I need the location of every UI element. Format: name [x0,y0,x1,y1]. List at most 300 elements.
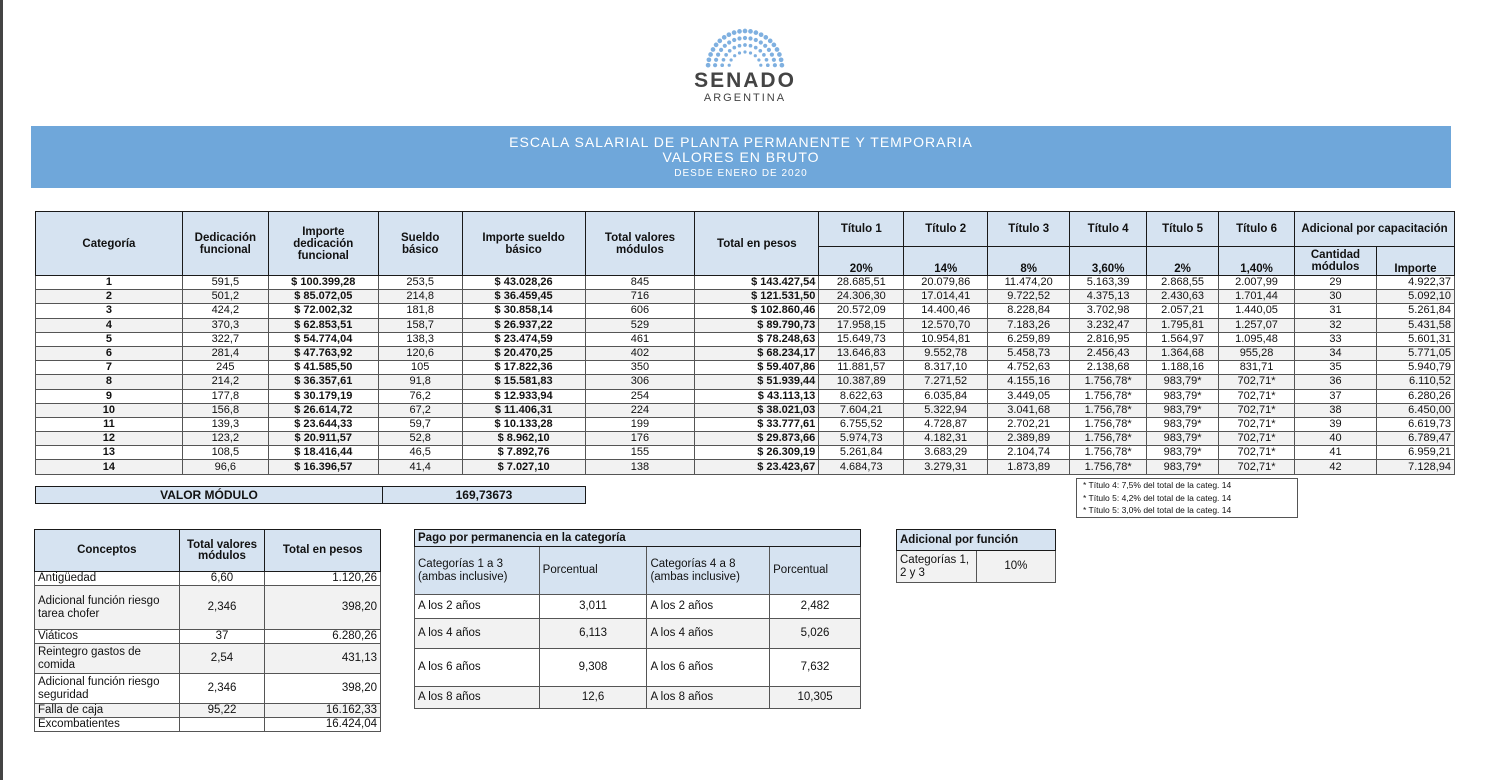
table-cell: 983,79* [1147,389,1219,403]
table-cell: $ 16.396,57 [268,460,378,474]
table-cell: 845 [585,276,695,290]
table-cell: 33 [1295,332,1377,346]
table-cell: $ 143.427,54 [695,276,819,290]
table-cell: 2,54 [179,644,265,674]
header-adicional-capacitacion: Adicional por capacitación [1295,212,1455,247]
table-cell: 41 [1295,446,1377,460]
table-row [36,375,1455,389]
logo-dot [748,29,753,34]
logo-dot [738,44,742,48]
table-cell: 120,6 [378,346,462,360]
table-cell: 20.079,86 [904,276,988,290]
table-cell: 16.162,33 [265,704,381,718]
table-cell: 3.041,68 [988,403,1070,417]
table-cell: 2.389,89 [988,432,1070,446]
table-cell: 3.683,29 [904,446,988,460]
page-subtitle: VALORES EN BRUTO [662,149,820,165]
logo-dot [758,49,762,53]
table-cell: 4.182,31 [904,432,988,446]
table-cell: $ 102.860,46 [695,304,819,318]
table-row [35,644,381,674]
table-cell: 702,71* [1219,403,1295,417]
logo-dot [757,58,760,61]
table-cell: 52,8 [378,432,462,446]
permanencia-title: Pago por permanencia en la categoría [415,530,861,547]
table-cell: 177,8 [182,389,268,403]
logo-dot [748,36,752,40]
table-cell: 96,6 [182,460,268,474]
table-cell: 983,79* [1147,417,1219,431]
table-cell: 5.458,73 [988,346,1070,360]
logo-dot [754,30,759,35]
table-cell: 11.474,20 [988,276,1070,290]
table-cell: 2.138,68 [1070,361,1147,375]
table-cell: 199 [585,417,695,431]
table-cell: 424,2 [182,304,268,318]
table-cell: $ 7.892,76 [462,446,585,460]
table-cell: $ 43.028,26 [462,276,585,290]
table-cell: 7.271,52 [904,375,988,389]
table-row [36,446,1455,460]
table-cell: 10.954,81 [904,332,988,346]
permanencia-header: Categorías 1 a 3 (ambas inclusive) [415,547,540,595]
table-cell: 1.756,78* [1070,446,1147,460]
table-cell: $ 15.581,83 [462,375,585,389]
table-row [36,403,1455,417]
table-cell: 67,2 [378,403,462,417]
table-cell: 224 [585,403,695,417]
table-cell: 431,13 [265,644,381,674]
table-row [415,687,861,709]
logo-dot [728,64,731,67]
table-cell: 11 [36,417,183,431]
logo-dot [732,46,736,50]
logo-dot [727,40,731,44]
logo-dot [767,48,771,52]
table-cell: 105 [378,361,462,375]
table-row [35,630,381,644]
table-cell: 6 [36,346,183,360]
table-cell: $ 47.763,92 [268,346,378,360]
table-cell: 1.756,78* [1070,432,1147,446]
table-cell: 6.280,26 [265,630,381,644]
table-cell: 350 [585,361,695,375]
header-importe-dedicacion: Importe dedicación funcional [268,212,378,276]
table-cell: 35 [1295,361,1377,375]
table-row [36,432,1455,446]
table-cell: A los 2 años [415,595,540,619]
table-row [35,586,381,630]
table-cell: 1.756,78* [1070,389,1147,403]
logo-dot [759,64,762,67]
table-cell: $ 72.002,32 [268,304,378,318]
logo-dot [724,53,728,57]
logo-dot [768,39,773,44]
header-titulo-3: Título 3 [988,212,1070,247]
logo-dot [727,32,732,37]
table-cell: Viáticos [35,630,180,644]
table-cell: 5.261,84 [1376,304,1454,318]
table-cell: 6.035,84 [904,389,988,403]
table-row [36,276,1455,290]
table-cell: 461 [585,332,695,346]
logo-dot [722,58,726,62]
table-cell: 12.570,70 [904,318,988,332]
title-banner [31,126,1451,188]
salary-table [35,211,1455,475]
table-cell: 20.572,09 [819,304,904,318]
table-cell: 1.120,26 [265,572,381,586]
table-cell: 5.322,94 [904,403,988,417]
table-cell: 1.756,78* [1070,375,1147,389]
table-cell: 1.756,78* [1070,417,1147,431]
table-cell: $ 33.777,61 [695,417,819,431]
table-row [35,704,381,718]
table-cell: $ 29.873,66 [695,432,819,446]
table-row [36,417,1455,431]
logo-dot [708,52,713,57]
valor-modulo-value: 169,73673 [383,487,586,504]
table-cell: 10.387,89 [819,375,904,389]
table-cell: 8.228,84 [988,304,1070,318]
logo-dot [754,38,758,42]
table-cell [179,718,265,732]
table-cell: 702,71* [1219,432,1295,446]
table-cell: 30 [1295,290,1377,304]
table-cell: 606 [585,304,695,318]
logo-dot [770,53,774,57]
table-cell: 155 [585,446,695,460]
table-cell: 3,011 [539,595,647,619]
table-cell: 32 [1295,318,1377,332]
table-cell: 9.552,78 [904,346,988,360]
footnote: * Título 5: 3,0% del total de la categ. 14 [1083,505,1232,515]
table-row [36,361,1455,375]
header-pct-6: 1,40% [1219,247,1295,276]
table-cell: 254 [585,389,695,403]
footnote: * Título 4: 7,5% del total de la categ. 14 [1083,480,1232,490]
funcion-table [896,529,1056,583]
table-cell: $ 11.406,31 [462,403,585,417]
table-cell: $ 100.399,28 [268,276,378,290]
table-cell: 59,7 [378,417,462,431]
table-cell: 983,79* [1147,375,1219,389]
table-cell: Reintegro gastos de comida [35,644,180,674]
table-cell: 14 [36,460,183,474]
table-cell: 2.104,74 [988,446,1070,460]
table-row [36,318,1455,332]
table-cell: 322,7 [182,332,268,346]
table-cell: $ 26.309,19 [695,446,819,460]
table-cell: $ 78.248,63 [695,332,819,346]
table-cell: 2,346 [179,586,265,630]
table-cell: 3.449,05 [988,389,1070,403]
table-cell: 2.456,43 [1070,346,1147,360]
table-cell: 1.756,78* [1070,403,1147,417]
logo-dot [754,46,758,50]
table-cell: $ 30.858,14 [462,304,585,318]
table-cell: 7.128,94 [1376,460,1454,474]
table-cell: 11.881,57 [819,361,904,375]
table-cell: 245 [182,361,268,375]
table-cell: $ 8.962,10 [462,432,585,446]
table-cell: 36 [1295,375,1377,389]
table-cell: A los 4 años [647,619,770,649]
table-cell: 1 [36,276,183,290]
table-cell: A los 2 años [647,595,770,619]
table-cell: 702,71* [1219,417,1295,431]
table-cell: 281,4 [182,346,268,360]
conceptos-header: Total en pesos [265,530,381,572]
table-cell: 2.702,21 [988,417,1070,431]
table-row [36,290,1455,304]
table-cell: 2.430,63 [1147,290,1219,304]
table-cell: 42 [1295,460,1377,474]
table-cell: 12 [36,432,183,446]
table-cell: A los 8 años [647,687,770,709]
table-cell: 6.450,00 [1376,403,1454,417]
table-row [35,718,381,732]
table-cell: A los 6 años [647,649,770,687]
table-cell: 7.183,26 [988,318,1070,332]
table-cell: 8 [36,375,183,389]
semicircle-dots-icon [690,26,800,68]
table-cell: 955,28 [1219,346,1295,360]
logo-dot [730,58,733,61]
logo-dot [732,38,736,42]
table-cell: A los 8 años [415,687,540,709]
table-row [35,572,381,586]
table-cell: 983,79* [1147,460,1219,474]
logo-dot [714,58,718,62]
funcion-value: 10% [976,551,1055,583]
logo-dot [762,53,766,57]
table-cell: 3.232,47 [1070,318,1147,332]
table-cell: $ 26.937,22 [462,318,585,332]
permanencia-header: Porcentual [539,547,647,595]
table-cell: 4.922,37 [1376,276,1454,290]
table-cell: 306 [585,375,695,389]
table-cell: 24.306,30 [819,290,904,304]
table-cell: $ 23.423,67 [695,460,819,474]
table-cell: 41,4 [378,460,462,474]
table-cell: 983,79* [1147,446,1219,460]
table-cell: 2.816,95 [1070,332,1147,346]
table-cell: 14.400,46 [904,304,988,318]
logo-dot [711,47,716,52]
logo-dot [754,54,757,57]
header-titulo-4: Título 4 [1070,212,1147,247]
table-cell: $ 30.179,19 [268,389,378,403]
table-cell: $ 20.911,57 [268,432,378,446]
table-cell: 6,113 [539,619,647,649]
table-cell: $ 23.644,33 [268,417,378,431]
table-cell: Falla de caja [35,704,180,718]
page-date: DESDE ENERO DE 2020 [674,168,808,179]
table-row [415,649,861,687]
table-cell: $ 26.614,72 [268,403,378,417]
table-cell: 138,3 [378,332,462,346]
logo-dot [723,44,727,48]
table-cell: $ 23.474,59 [462,332,585,346]
header-pct-4: 3,60% [1070,247,1147,276]
table-cell: 6.789,47 [1376,432,1454,446]
logo-dot [743,29,748,34]
table-cell: 2.868,55 [1147,276,1219,290]
table-cell: A los 4 años [415,619,540,649]
table-cell: 2 [36,290,183,304]
table-cell: 108,5 [182,446,268,460]
logo-dot [763,44,767,48]
table-cell: 5.431,58 [1376,318,1454,332]
table-cell: 138 [585,460,695,474]
logo-dot [728,49,732,53]
valor-modulo-label: VALOR MÓDULO [36,487,383,504]
table-cell: $ 36.459,45 [462,290,585,304]
header-total-modulos: Total valores módulos [585,212,695,276]
table-cell: $ 43.113,13 [695,389,819,403]
table-cell: Excombatientes [35,718,180,732]
table-cell: 831,71 [1219,361,1295,375]
table-cell: 9 [36,389,183,403]
table-cell: 16.424,04 [265,718,381,732]
table-row [35,674,381,704]
table-cell: 17.014,41 [904,290,988,304]
logo-dot [714,43,719,48]
table-cell: 983,79* [1147,403,1219,417]
header-pct-1: 20% [819,247,904,276]
table-cell: 4.752,63 [988,361,1070,375]
table-cell: 529 [585,318,695,332]
table-cell: 13.646,83 [819,346,904,360]
table-cell: $ 68.234,17 [695,346,819,360]
header-importe: Importe [1376,247,1454,276]
header-sueldo-basico: Sueldo básico [378,212,462,276]
table-cell: 7 [36,361,183,375]
table-cell: 716 [585,290,695,304]
table-cell: 28.685,51 [819,276,904,290]
table-cell: 7,632 [770,649,861,687]
table-cell: 9,308 [539,649,647,687]
table-cell: 5.940,79 [1376,361,1454,375]
table-cell: 2,482 [770,595,861,619]
logo-dot [749,51,752,54]
table-cell: 5.601,31 [1376,332,1454,346]
table-cell: 702,71* [1219,375,1295,389]
logo-dot [719,48,723,52]
table-cell: 139,3 [182,417,268,431]
table-cell: 176 [585,432,695,446]
header-importe-sueldo: Importe sueldo básico [462,212,585,276]
logo-dot [732,30,737,35]
table-cell: 702,71* [1219,460,1295,474]
logo-dot [772,58,776,62]
table-cell: $ 59.407,86 [695,361,819,375]
table-cell: 370,3 [182,318,268,332]
table-cell: $ 54.774,04 [268,332,378,346]
table-cell: 4.728,87 [904,417,988,431]
permanencia-table [414,529,861,709]
table-cell: 1.188,16 [1147,361,1219,375]
table-cell: 6.110,52 [1376,375,1454,389]
logo-dot [777,52,782,57]
table-cell: 5.163,39 [1070,276,1147,290]
logo-sub: ARGENTINA [703,92,787,104]
logo-name: SENADO [694,69,796,92]
table-cell: 253,5 [378,276,462,290]
table-cell: $ 36.357,61 [268,375,378,389]
page-title: ESCALA SALARIAL DE PLANTA PERMANENTE Y TEMPORARIA [509,134,973,150]
table-row [36,389,1455,403]
table-cell: 5,026 [770,619,861,649]
table-cell: 5.974,73 [819,432,904,446]
logo-dot [738,51,741,54]
logo-dot [773,63,777,67]
table-cell: $ 18.416,44 [268,446,378,460]
table-cell: 29 [1295,276,1377,290]
table-cell: 2.057,21 [1147,304,1219,318]
logo-dot [743,50,746,53]
table-cell: 1.756,78* [1070,460,1147,474]
table-cell: 398,20 [265,674,381,704]
table-row [415,595,861,619]
table-cell: 3.702,98 [1070,304,1147,318]
table-cell: 13 [36,446,183,460]
table-cell: 37 [179,630,265,644]
table-cell: 10 [36,403,183,417]
table-cell: 1.364,68 [1147,346,1219,360]
table-cell: 214,8 [378,290,462,304]
logo-dot [765,58,769,62]
logo-dot [722,35,727,40]
funcion-label: Categorías 1, 2 y 3 [897,551,977,583]
logo-dot [766,63,770,67]
table-cell: 4.155,16 [988,375,1070,389]
logo-dot [772,43,777,48]
footnote: * Título 5: 4,2% del total de la categ. 14 [1083,492,1232,503]
table-cell: 91,8 [378,375,462,389]
permanencia-header: Categorías 4 a 8 (ambas inclusive) [647,547,770,595]
table-cell: 1.564,97 [1147,332,1219,346]
table-cell: 398,20 [265,586,381,630]
table-cell: 983,79* [1147,432,1219,446]
table-cell: 4.684,73 [819,460,904,474]
table-cell: 12,6 [539,687,647,709]
table-cell: 38 [1295,403,1377,417]
funcion-title: Adicional por función [897,530,1056,551]
conceptos-header: Total valores módulos [179,530,265,572]
table-cell: $ 121.531,50 [695,290,819,304]
table-cell: 6.619,73 [1376,417,1454,431]
table-cell: $ 85.072,05 [268,290,378,304]
table-cell: $ 41.585,50 [268,361,378,375]
logo-dot [737,29,742,34]
footnotes [1076,478,1298,518]
header-titulo-6: Título 6 [1219,212,1295,247]
logo-dot [759,32,764,37]
logo-dot [775,47,780,52]
table-cell: 4.375,13 [1070,290,1147,304]
table-cell: $ 7.027,10 [462,460,585,474]
header-pct-2: 14% [904,247,988,276]
header-dedicacion: Dedicación funcional [182,212,268,276]
table-cell: 1.440,05 [1219,304,1295,318]
table-row [36,304,1455,318]
table-cell: $ 89.790,73 [695,318,819,332]
table-cell: A los 6 años [415,649,540,687]
logo-dot [717,39,722,44]
table-cell: 156,8 [182,403,268,417]
